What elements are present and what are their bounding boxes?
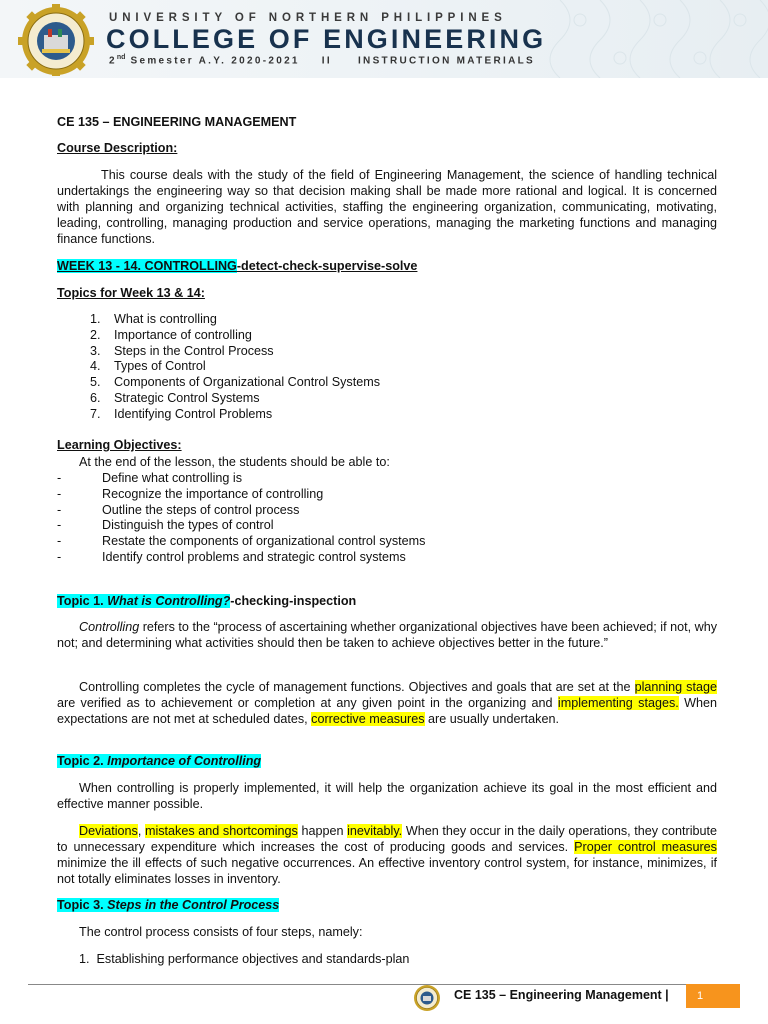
semester-separator: II [321, 55, 332, 67]
college-name: COLLEGE OF ENGINEERING [106, 24, 547, 54]
list-item: - Distinguish the types of control [57, 518, 274, 533]
topic2-title: Importance of Controlling [107, 754, 262, 768]
topic3-label: Topic 3. [57, 898, 108, 912]
semester-line [109, 54, 535, 66]
topic1-title: What is Controlling? [107, 594, 231, 608]
list-item: 2. Importance of controlling [90, 327, 252, 342]
topic1-paragraph-2: Controlling completes the cycle of management functions. Objectives and goals that are set at the planning stage are verified as to achievement or completion at any given point in the organizing and implementing stages. When expectations are not met at scheduled dates, corrective measures are usually undertaken. [57, 680, 718, 726]
list-item: 6. Strategic Control Systems [90, 390, 260, 405]
college-seal-logo [6, 4, 102, 76]
week-heading-suffix: -detect-check-supervise-solve [236, 259, 418, 273]
footer-course-label: CE 135 – Engineering Management | [454, 988, 669, 1002]
controlling-term: Controlling [79, 620, 140, 634]
course-description-heading: Course Description: [57, 141, 178, 155]
highlight-planning-stage: planning stage [634, 680, 717, 694]
topic1-label: Topic 1. [57, 594, 108, 608]
week-heading [57, 259, 717, 275]
list-item: - Restate the components of organizational control systems [57, 534, 426, 549]
topics-heading: Topics for Week 13 & 14: [57, 286, 205, 300]
list-item: 3. Steps in the Control Process [90, 343, 274, 358]
topic3-list-item: 1. Establishing performance objectives and standards-plan [79, 952, 410, 966]
list-item: 5. Components of Organizational Control Systems [90, 375, 380, 390]
list-item: - Outline the steps of control process [57, 502, 300, 517]
semester-text: Semester A.Y. 2020-2021 [125, 55, 300, 67]
semester-suffix: nd [116, 54, 126, 61]
topic2-paragraph-1: When controlling is properly implemented, it will help the organization achieve its goal in the most efficient and effective manner possible. [57, 781, 717, 811]
list-item: - Identify control problems and strategic control systems [57, 549, 406, 564]
semester-number: 2 [109, 55, 117, 67]
course-description: This course deals with the study of the field of Engineering Management, the science of handling technical undertakings the engineering way so that decision making shall be made more rational and logical. It is concerned with planning and organizing technical activities, staffing the engineering organization, communicating, motivating, leading, controlling, managing production and service operations, managing the marketing functions and managing finance functions. [57, 168, 717, 246]
topic1-paragraph-1: Controlling refers to the “process of ascertaining whether organizational objectives have been achieved; if not, why not; and determining what activities should then be taken to achieve objectives better in the future.” [57, 620, 717, 650]
highlight-deviations: Deviations [79, 824, 138, 838]
week-heading-highlight: WEEK 13 - 14. CONTROLLING [57, 259, 237, 273]
topics-list [90, 312, 590, 423]
footer-rule [28, 984, 740, 985]
topic2-label: Topic 2. [57, 754, 108, 768]
learning-objectives-heading: Learning Objectives: [57, 438, 182, 452]
topic2-heading [57, 754, 717, 770]
learning-objectives-intro: At the end of the lesson, the students should be able to: [79, 455, 390, 469]
list-item: 7. Identifying Control Problems [90, 406, 273, 421]
page-number-badge: 1 [686, 984, 740, 1008]
course-title: CE 135 – ENGINEERING MANAGEMENT [57, 115, 297, 129]
highlight-inevitably: inevitably. [347, 824, 403, 838]
university-name: UNIVERSITY OF NORTHERN PHILIPPINES [109, 12, 507, 24]
highlight-proper-control-measures: Proper control measures [574, 839, 717, 854]
highlight-mistakes: mistakes and shortcomings [144, 824, 298, 838]
objectives-list [57, 471, 657, 566]
topic3-paragraph-1: The control process consists of four steps, namely: [79, 925, 363, 939]
list-item: 4. Types of Control [90, 359, 206, 374]
list-item: 1. What is controlling [90, 312, 217, 326]
topic1-heading [57, 594, 717, 610]
instruction-materials-label: INSTRUCTION MATERIALS [357, 55, 535, 67]
topic2-paragraph-2: Deviations, mistakes and shortcomings happen inevitably. When they occur in the daily operations, they contribute to unnecessary expenditure which increases the cost of producing goods and services. Proper control measures minimize the ill effects of such negative occurrences. An effective inventory control system, for instance, minimizes, if not totally eliminates losses in inventory. [57, 824, 718, 886]
list-item: - Recognize the importance of controlling [57, 486, 324, 501]
footer-seal-logo [413, 984, 441, 1012]
list-item: - Define what controlling is [57, 471, 243, 485]
topic1-suffix: -checking-inspection [230, 594, 357, 608]
highlight-corrective-measures: corrective measures [311, 711, 425, 726]
topic3-heading [57, 898, 717, 914]
highlight-implementing-stages: implementing stages. [557, 695, 679, 710]
topic3-title: Steps in the Control Process [107, 898, 280, 912]
header-banner [0, 0, 768, 78]
